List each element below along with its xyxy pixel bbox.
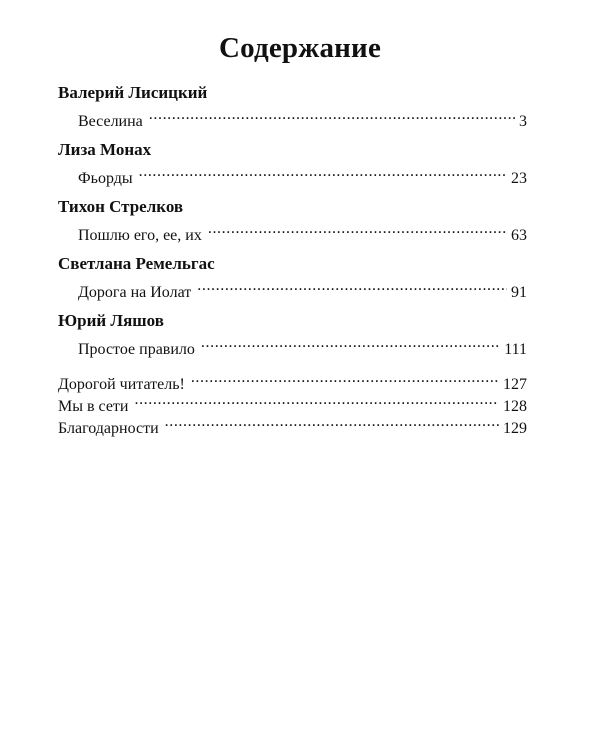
section-author: Юрий Ляшов xyxy=(58,311,164,330)
entry-page-number: 111 xyxy=(504,341,527,358)
entry-title: Мы в сети xyxy=(58,398,129,415)
entry-title: Дорога на Иолат xyxy=(78,284,192,301)
toc-entry[interactable] xyxy=(58,275,527,301)
section-author: Валерий Лисицкий xyxy=(58,83,208,102)
dot-leader xyxy=(165,411,499,433)
toc-back-matter xyxy=(58,367,527,437)
page-title: Содержание xyxy=(218,32,382,64)
entry-page-number: 3 xyxy=(519,113,527,130)
entry-title: Пошлю его, ее, их xyxy=(78,227,202,244)
dot-leader xyxy=(197,275,507,297)
toc-entry[interactable] xyxy=(58,161,527,187)
section-author: Лиза Монах xyxy=(58,140,152,159)
dot-leader xyxy=(149,104,515,126)
toc-section xyxy=(58,196,527,244)
entry-title: Веселина xyxy=(78,113,143,130)
dot-leader xyxy=(201,332,500,354)
entry-page-number: 63 xyxy=(511,227,527,244)
section-author: Светлана Ремельгас xyxy=(58,254,215,273)
entry-title: Дорогой читатель! xyxy=(58,376,185,393)
entry-page-number: 91 xyxy=(511,284,527,301)
entry-page-number: 23 xyxy=(511,170,527,187)
toc-section xyxy=(58,253,527,301)
section-author: Тихон Стрелков xyxy=(58,197,184,216)
toc-section xyxy=(58,310,527,358)
dot-leader xyxy=(208,218,507,240)
entry-title: Фьорды xyxy=(78,170,133,187)
entry-page-number: 127 xyxy=(503,376,527,393)
entry-page-number: 128 xyxy=(503,398,527,415)
entry-title: Благодарности xyxy=(58,420,159,437)
toc-entry[interactable] xyxy=(58,104,527,130)
toc-section xyxy=(58,82,527,130)
toc-entry[interactable] xyxy=(58,367,527,393)
toc-entry[interactable] xyxy=(58,332,527,358)
toc-entry[interactable] xyxy=(58,218,527,244)
dot-leader xyxy=(191,367,499,389)
entry-title: Простое правило xyxy=(78,341,195,358)
dot-leader xyxy=(134,389,499,411)
entry-page-number: 129 xyxy=(503,420,527,437)
toc-section xyxy=(58,139,527,187)
dot-leader xyxy=(139,161,507,183)
table-of-contents xyxy=(58,82,527,437)
